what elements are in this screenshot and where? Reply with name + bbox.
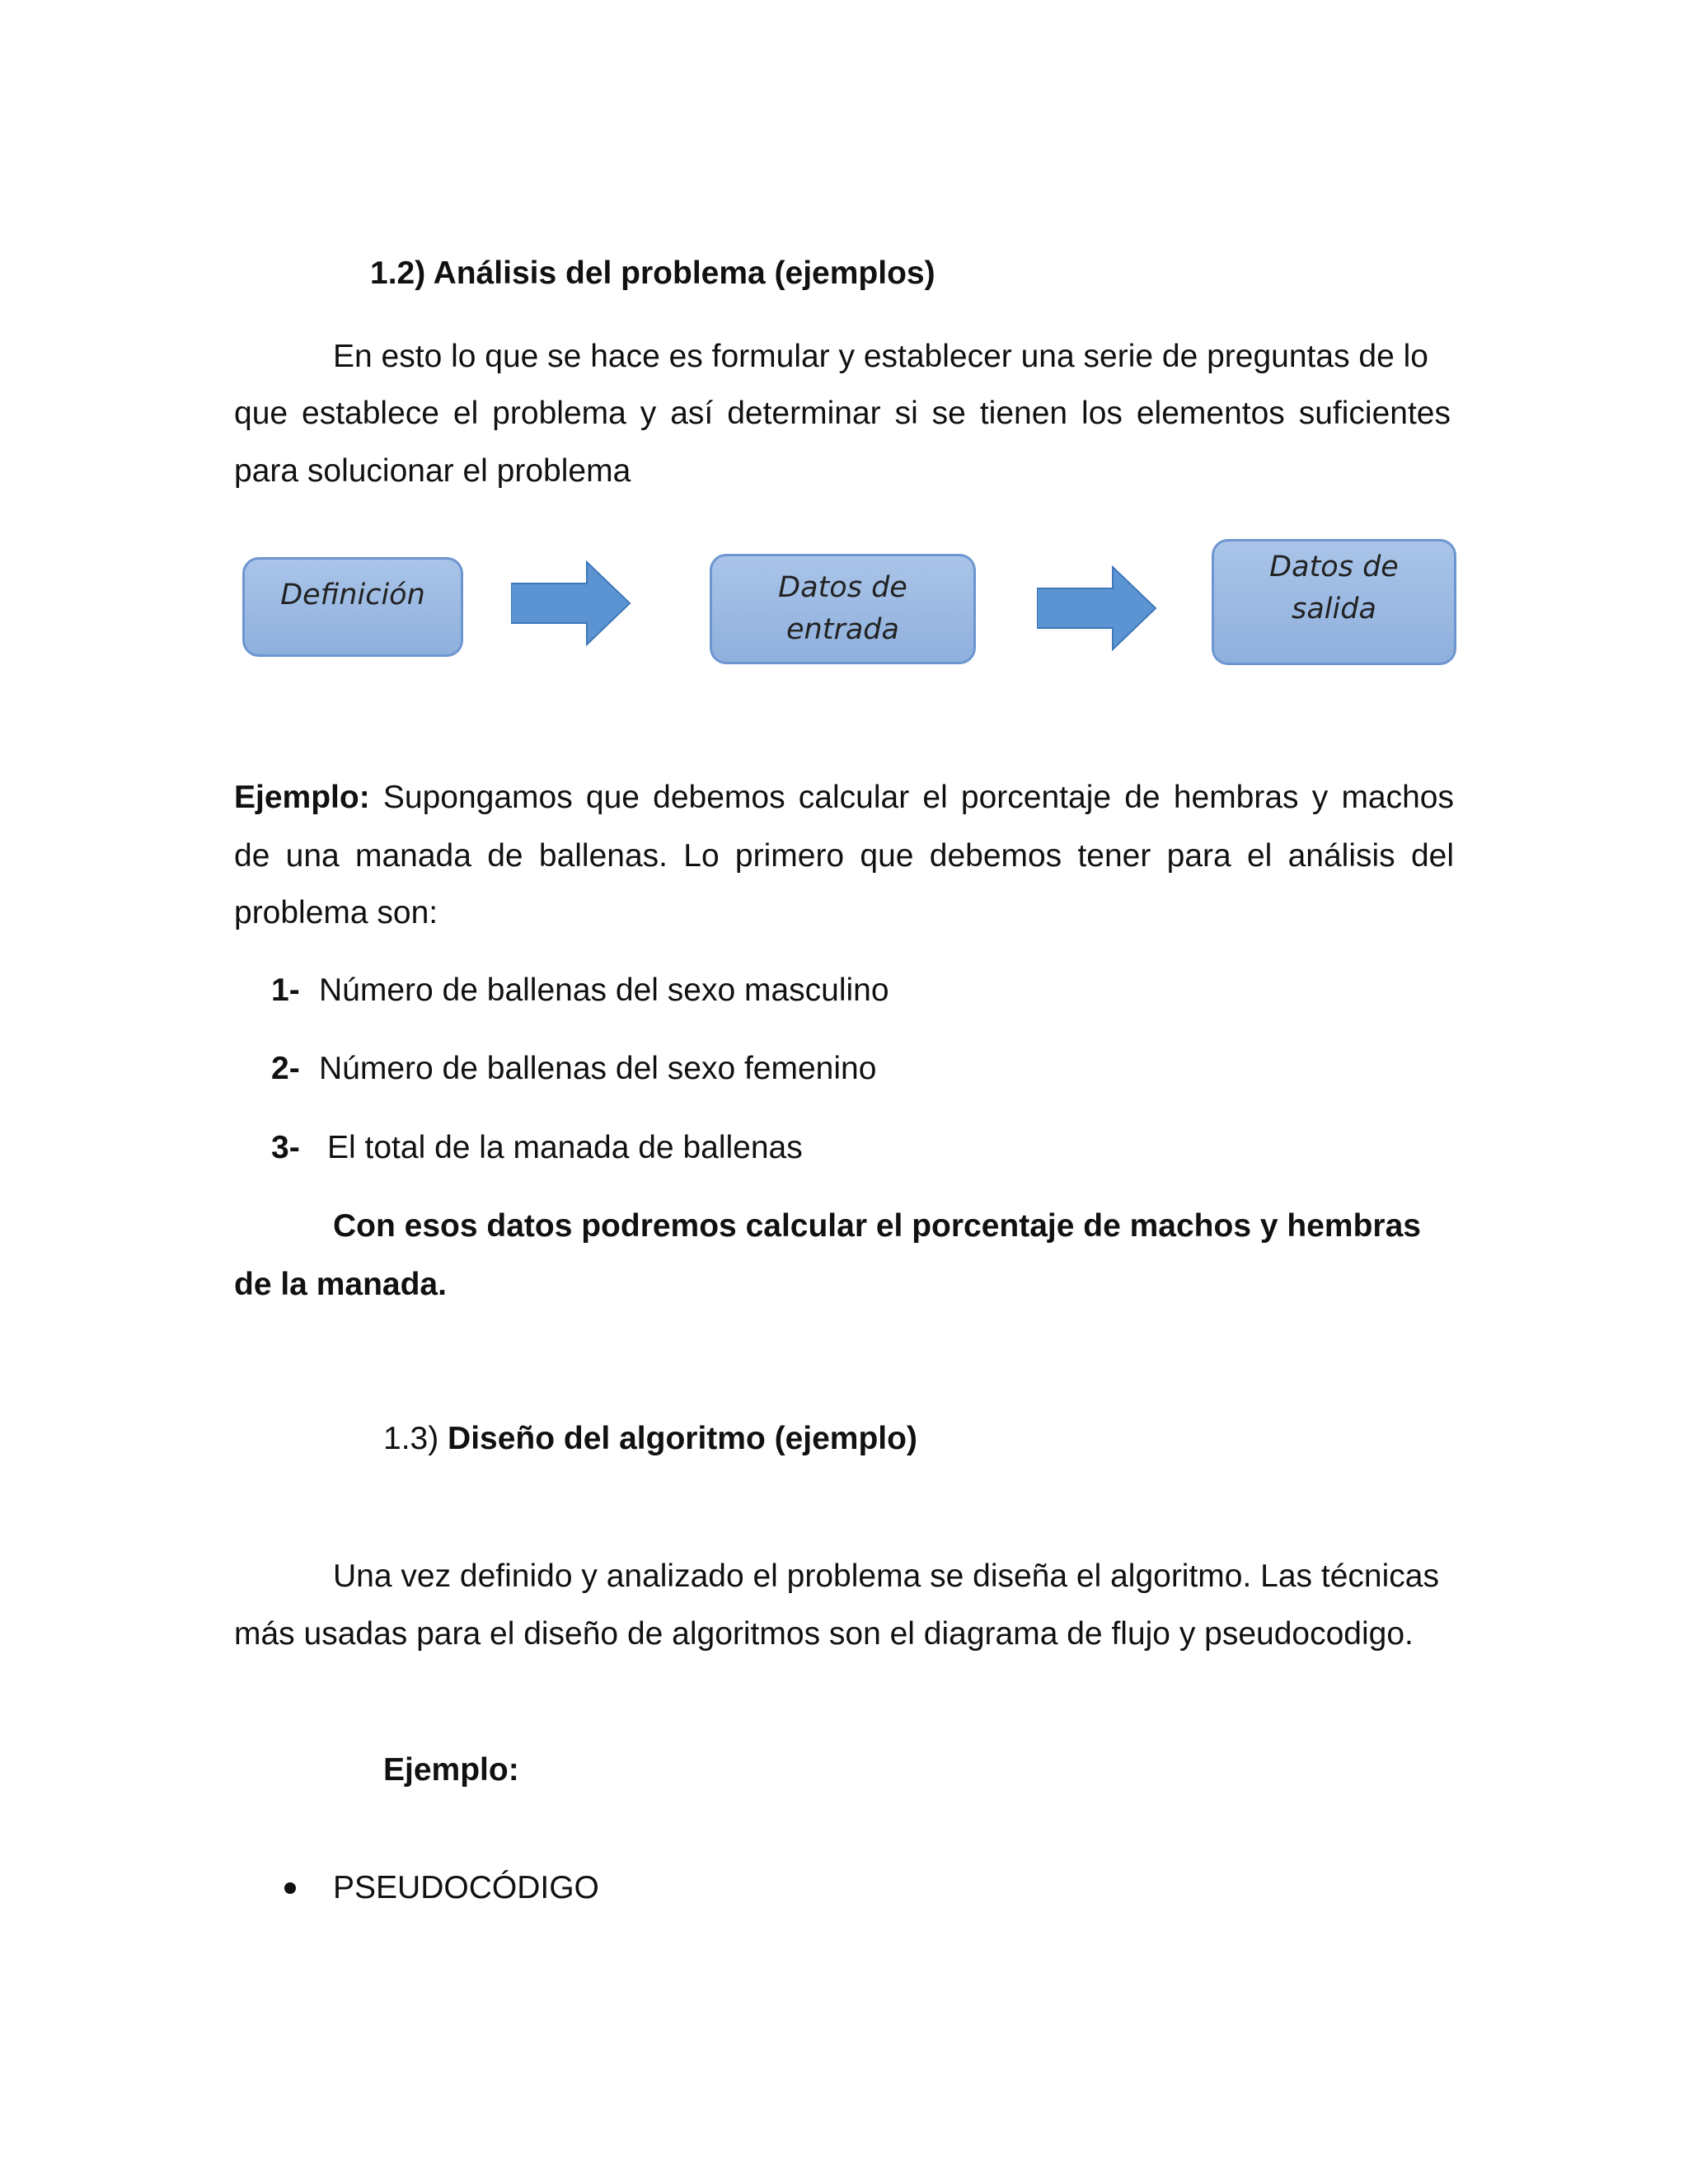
arrow-right-icon: [511, 560, 631, 646]
example-line-3: problema son:: [234, 895, 438, 930]
list-item-text: El total de la manada de ballenas: [327, 1130, 803, 1165]
bullet-item-pseudocode: PSEUDOCÓDIGO: [333, 1870, 599, 1905]
example-line-1-text: Supongamos que debemos calcular el porcentaje de hembras y machos: [369, 780, 1454, 815]
example-line-1: [234, 769, 1454, 827]
example-label: Ejemplo:: [234, 780, 370, 815]
section-1-3-heading: [383, 1410, 917, 1468]
intro-line-2: que establece el problema y así determinar si se tienen los elementos suficientes: [234, 396, 1451, 431]
bullet-icon: [284, 1882, 296, 1894]
intro-line-1: En esto lo que se hace es formular y establecer una serie de preguntas de lo: [333, 339, 1428, 374]
intro-line-3: para solucionar el problema: [234, 453, 631, 489]
output-data-label-line2: salida: [1292, 592, 1376, 626]
list-item-number: 1-: [271, 972, 300, 1008]
input-data-label-line2: entrada: [786, 613, 899, 646]
conclusion-line-1: Con esos datos podremos calcular el porcentaje de machos y hembras: [333, 1208, 1421, 1244]
definition-box: [242, 557, 463, 657]
design-line-2: más usadas para el diseño de algoritmos son el diagrama de flujo y pseudocodigo.: [234, 1616, 1414, 1652]
example-line-2: de una manada de ballenas. Lo primero que debemos tener para el análisis del: [234, 838, 1454, 874]
section-1-3-number: 1.3): [383, 1421, 448, 1456]
list-item-text: Número de ballenas del sexo masculino: [319, 972, 889, 1008]
input-data-box: [710, 554, 976, 664]
input-data-label-line1: Datos de: [778, 571, 907, 604]
conclusion-line-2: de la manada.: [234, 1267, 447, 1302]
design-line-1: Una vez definido y analizado el problema se diseña el algoritmo. Las técnicas: [333, 1558, 1439, 1594]
list-item-number: 2-: [271, 1051, 300, 1086]
section-1-2-heading: 1.2) Análisis del problema (ejemplos): [370, 255, 935, 291]
arrow-right-icon: [1037, 565, 1157, 651]
output-data-label-line1: Datos de: [1269, 550, 1399, 583]
output-data-box: [1212, 539, 1456, 665]
definition-label: Definición: [280, 579, 425, 612]
list-item-text: Número de ballenas del sexo femenino: [319, 1051, 877, 1086]
section-1-3-title: Diseño del algoritmo (ejemplo): [448, 1421, 917, 1456]
example-heading: Ejemplo:: [383, 1752, 519, 1788]
list-item-number: 3-: [271, 1130, 300, 1165]
